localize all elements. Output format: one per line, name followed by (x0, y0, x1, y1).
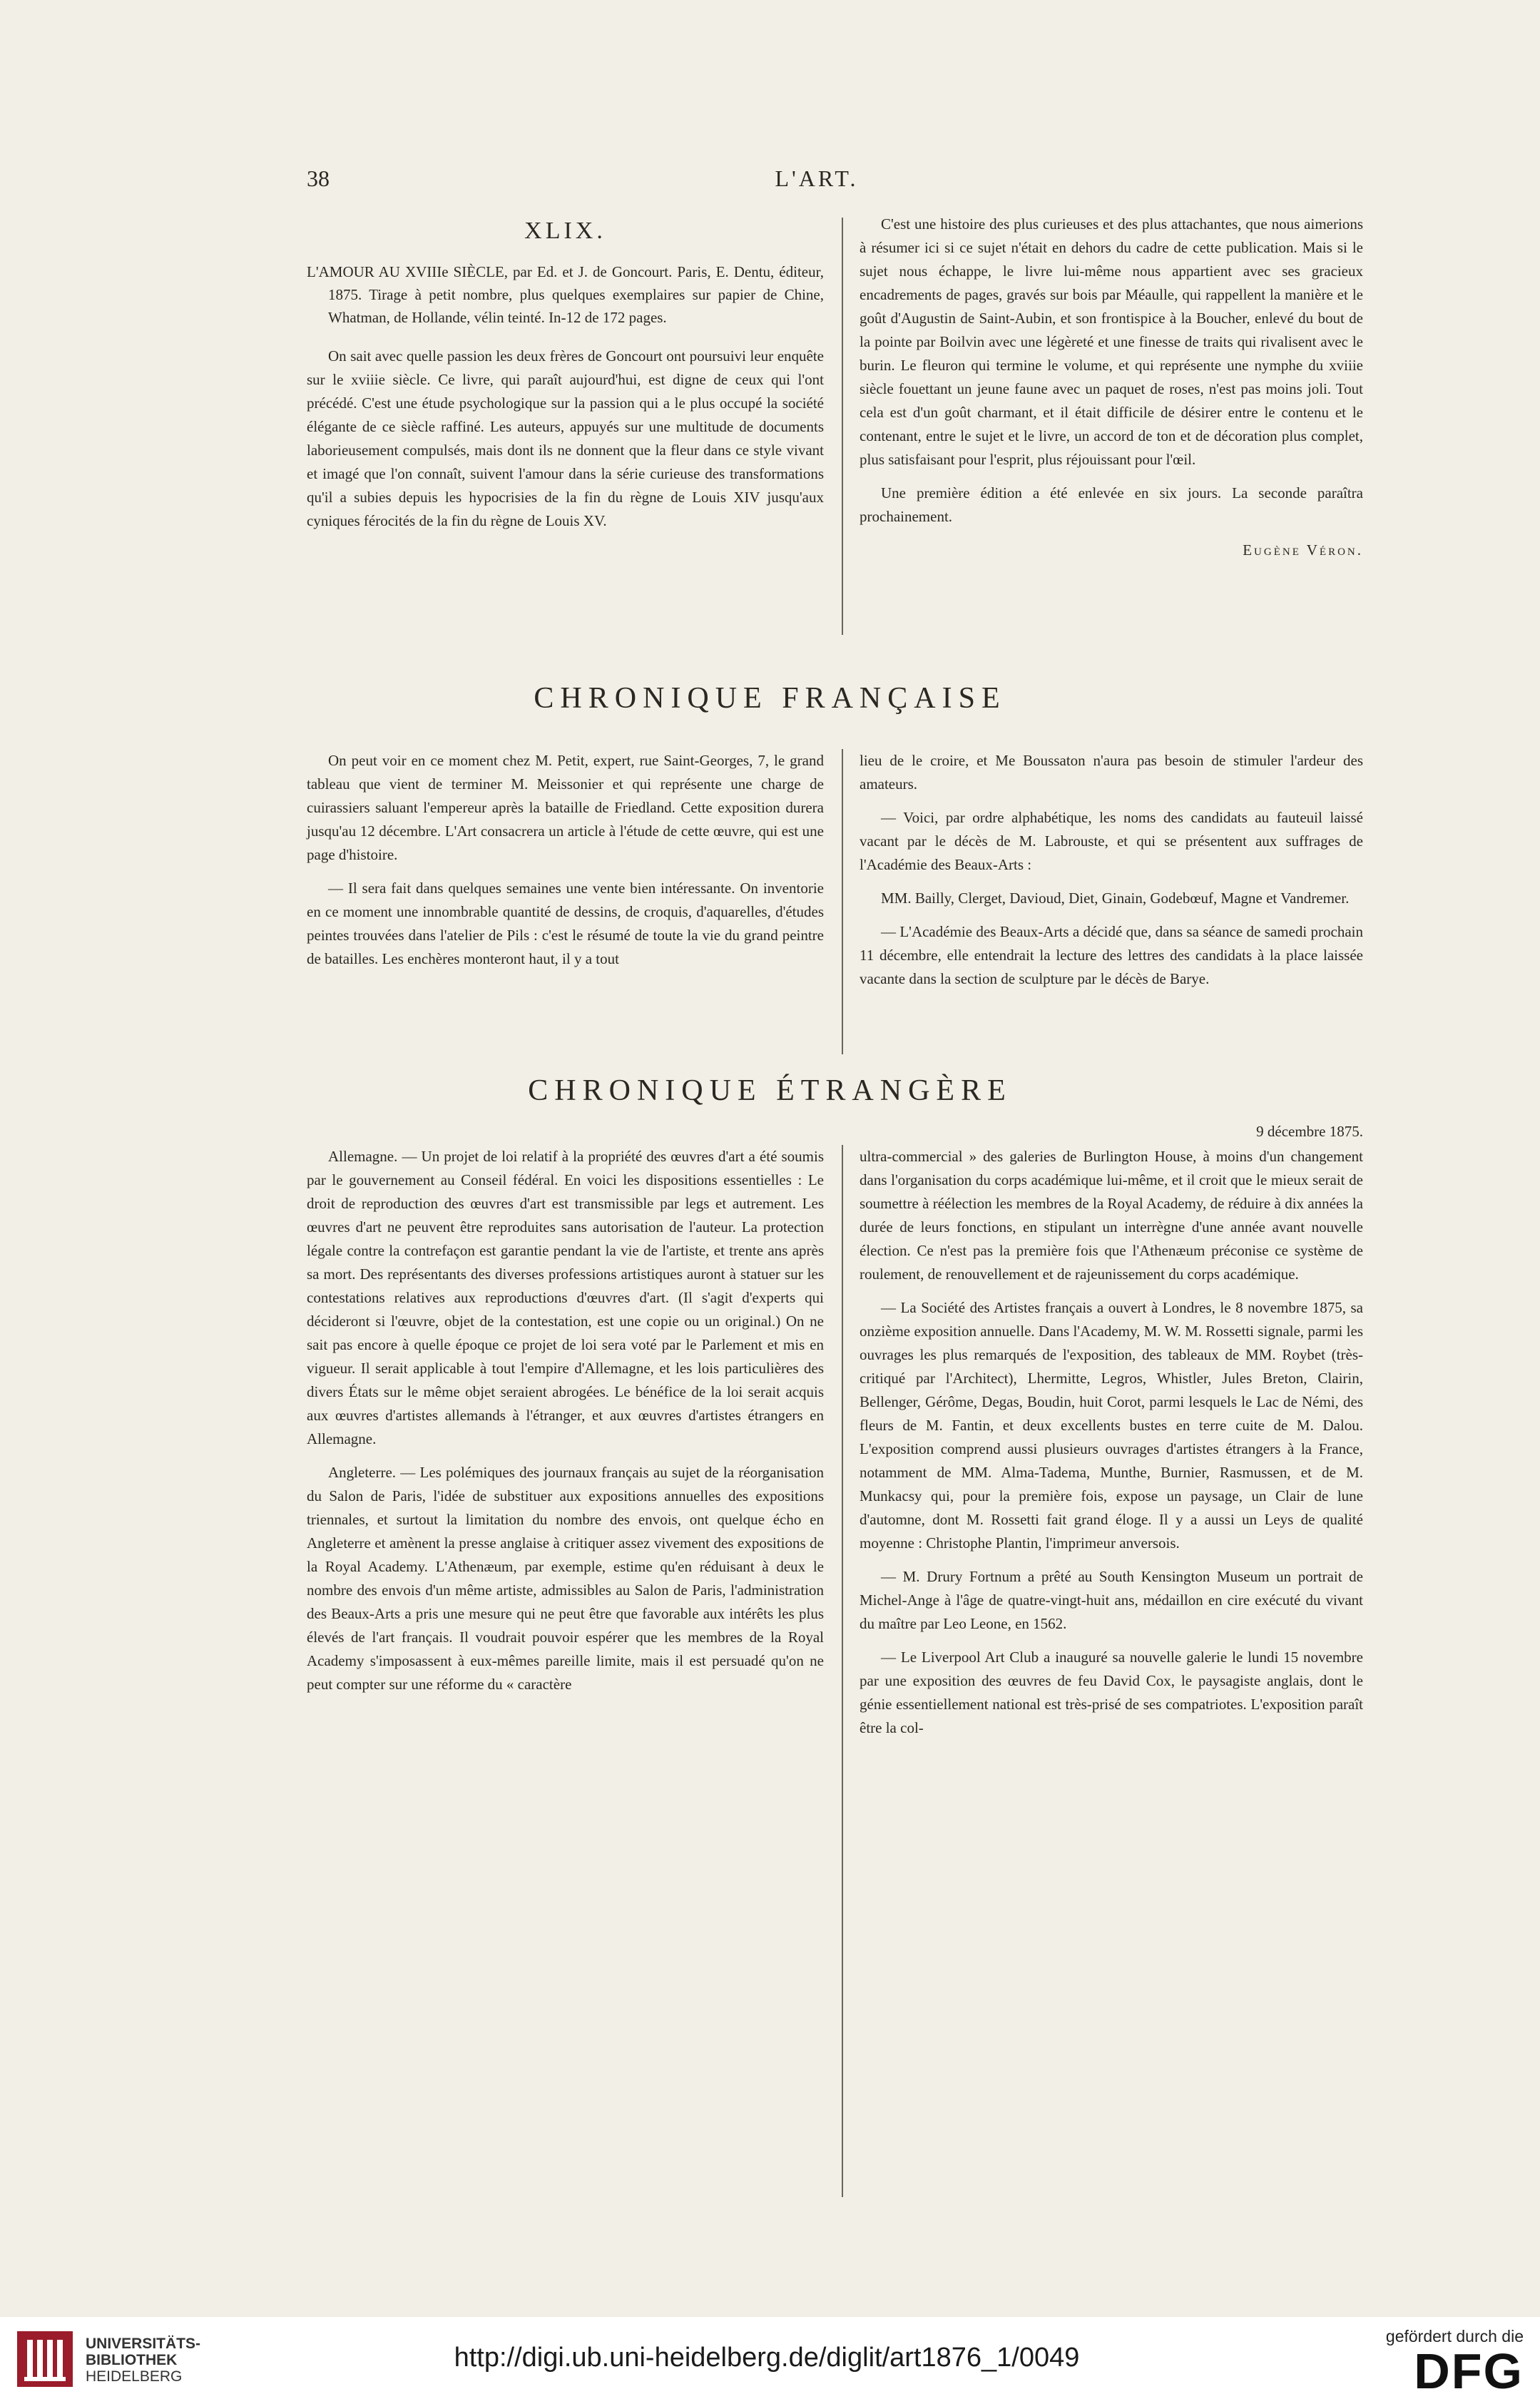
section-title-chronique-francaise: CHRONIQUE FRANÇAISE (534, 682, 1006, 715)
library-name-line-2: BIBLIOTHEK (86, 2352, 178, 2368)
chronique-etrangere-date: 9 décembre 1875. (1256, 1123, 1363, 1140)
chronique-francaise-right-paragraph: — Voici, par ordre alphabétique, les noms des candidats au fauteuil laissé vacant par le décès de M. Labrouste, et qui se présentent aux suffrages de l'Académie des Beaux-Arts : (860, 809, 1363, 873)
review-number: XLIX. (524, 218, 606, 244)
page-number: 38 (307, 165, 330, 191)
chronique-francaise-left-paragraph: — Il sera fait dans quelques semaines une vente bien intéressante. On inventorie en ce moment une innombrable quantité de dessins, de croquis, d'aquarelles, d'études peintes trouvées dans l'atelier de Pils : c'est le résumé de toute la vie du grand peintre de batailles. Les enchères monteront haut, il y a tout (307, 880, 824, 967)
chronique-etrangere-right-paragraph: — Le Liverpool Art Club a inauguré sa nouvelle galerie le lundi 15 novembre par une exposition des œuvres de feu David Cox, le paysagiste anglais, dont le génie essentiellement national est très-prisé de ses compatriotes. L'exposition paraît être la col- (860, 1649, 1363, 1736)
chronique-francaise-right-column (860, 749, 1363, 1001)
library-name-line-1: UNIVERSITÄTS- (86, 2336, 201, 2352)
chronique-etrangere-right-paragraph: ultra-commercial » des galeries de Burlington House, à moins d'un changement dans l'organisation du corps académique lui-même, et il croit que le mieux serait de soumettre à réélection les membres de la Royal Academy, de réduire à dix années la durée de leurs fonctions, en stipulant un interrègne d'une année avant nouvelle élection. Ce n'est pas la première fois que l'Athenæum préconise ce système de roulement, de renouvellement et de rajeunissement du corps académique. (860, 1148, 1363, 1283)
column-divider-chronique-francaise (842, 749, 843, 1054)
chronique-francaise-left-paragraph: On peut voir en ce moment chez M. Petit, expert, rue Saint-Georges, 7, le grand tableau que vient de terminer M. Meissonier et qui représente une charge de cuirassiers saluant l'empereur après la bataille de Friedland. Cette exposition durera jusqu'au 12 décembre. L'Art consacrera un article à l'étude de cette œuvre, qui est une page d'histoire. (307, 752, 824, 863)
chronique-etrangere-right-column (860, 1145, 1363, 1750)
review-signature: Eugène Véron. (1243, 541, 1363, 559)
dfg-logo: DFG (1414, 2343, 1524, 2399)
funded-by-label: gefördert durch die (1385, 2327, 1524, 2345)
chronique-etrangere-left-paragraph: Angleterre. — Les polémiques des journaux français au sujet de la réorganisation du Salon de Paris, l'idée de substituer aux expositions annuelles des expositions triennales, et surtout la limitation du nombre des envois, ont quelque écho en Angleterre et amènent la presse anglaise à critiquer assez vivement des expositions de la Royal Academy. L'Athenæum, par exemple, estime qu'en réduisant à deux le nombre des envois d'un même artiste, admissibles au Salon de Paris, l'administration des Beaux-Arts a pris une mesure qui ne peut être que favorable aux intérêts les plus élevés de l'art français. Il voudrait pouvoir espérer que les membres de la Royal Academy s'imposassent à eux-mêmes pareille limite, mais il est persuadé qu'on ne peut compter sur une réforme du « caractère (307, 1464, 824, 1693)
review-right-paragraph-1: C'est une histoire des plus curieuses et des plus attachantes, que nous aimerions à résumer ici si ce sujet n'était en dehors du cadre de cette publication. Mais si le sujet nous échappe, le livre lui-même nous appartient avec ses gracieux encadrements de pages, gravés sur bois par Méaulle, qui rappellent la manière et le goût d'Augustin de Saint-Aubin, et son frontispice à la Boucher, enlevé du bout de la pointe par Boilvin avec une légèreté et une finesse de traits qui rivalisent avec le burin. Le fleuron qui termine le volume, et qui représente une nymphe du xviiie siècle fouettant un jeune faune avec un paquet de roses, n'est pas moins joli. Tout cela est d'un goût charmant, et il était difficile de désirer entre le contenu et le contenant, entre le sujet et le livre, un accord de ton et de décoration plus complet, plus satisfaisant pour l'esprit, plus réjouissant pour l'œil. (860, 215, 1363, 468)
review-left-column (307, 260, 824, 543)
column-divider-review (842, 218, 843, 635)
chronique-francaise-left-column (307, 749, 824, 981)
chronique-francaise-right-paragraph: — L'Académie des Beaux-Arts a décidé que, dans sa séance de samedi prochain 11 décembre, elle entendrait la lecture des lettres des candidats à la place laissée vacante dans la section de sculpture par le décès de Barye. (860, 923, 1363, 987)
section-title-chronique-etrangere: CHRONIQUE ÉTRANGÈRE (528, 1074, 1012, 1107)
chronique-etrangere-left-paragraph: Allemagne. — Un projet de loi relatif à la propriété des œuvres d'art a été soumis par le gouvernement au Conseil fédéral. En voici les dispositions essentielles : Le droit de reproduction des œuvres d'art est transmissible par legs et autrement. Les œuvres d'art ne peuvent être reproduites sans autorisation de l'auteur. La protection légale contre la contrefaçon est garantie pendant la vie de l'artiste, et trente ans après sa mort. Des représentants des diverses professions artistiques auront à statuer sur les contestations relatives aux reproductions d'œuvres d'art. (Il s'agit d'experts qui décideront si l'œuvre, objet de la contestation, est une copie ou un original.) On ne sait pas encore à quelle époque ce projet de loi sera voté par le Parlement et mis en vigueur. Il serait applicable à tout l'empire d'Allemagne, et les lois particulières des divers États sur le même objet seraient abrogées. Le bénéfice de la loi serait acquis aux œuvres d'artistes allemands à l'étranger, et aux œuvres d'artistes étrangers en Allemagne. (307, 1148, 824, 1447)
source-url-link[interactable]: http://digi.ub.uni-heidelberg.de/diglit/art1876_1/0049 (454, 2343, 1080, 2373)
library-seal-icon (16, 2330, 74, 2388)
library-name (86, 2336, 200, 2385)
library-logo (16, 2330, 74, 2388)
review-right-column (860, 213, 1363, 562)
review-right-paragraph-2: Une première édition a été enlevée en six jours. La seconde paraîtra prochainement. (860, 484, 1363, 525)
chronique-francaise-right-paragraph: lieu de le croire, et Me Boussaton n'aura pas besoin de stimuler l'ardeur des amateurs. (860, 752, 1363, 793)
library-name-line-3: HEIDELBERG (86, 2368, 183, 2385)
column-divider-chronique-etrangere (842, 1145, 843, 2197)
chronique-etrangere-right-paragraph: — M. Drury Fortnum a prêté au South Kensington Museum un portrait de Michel-Ange à l'âge de quatre-vingt-huit ans, médaillon en cire exécuté du vivant du maître par Leo Leone, en 1562. (860, 1568, 1363, 1632)
chronique-etrangere-left-column (307, 1145, 824, 1706)
chronique-etrangere-right-paragraph: — La Société des Artistes français a ouvert à Londres, le 8 novembre 1875, sa onzième exposition annuelle. Dans l'Academy, M. W. M. Rossetti signale, parmi les ouvrages les plus remarqués de l'exposition, des tableaux de MM. Roybet (très-critiqué par l'Architect), Lhermitte, Legros, Whistler, Jules Breton, Clairin, Bellenger, Gérôme, Degas, Boudin, huit Corot, parmi lesquels le Lac de Némi, des fleurs de M. Fantin, et deux excellents bustes en terre cuite de M. Dalou. L'exposition comprend aussi plusieurs ouvrages d'artistes étrangers à la France, notamment de MM. Alma-Tadema, Munthe, Burnier, Rasmussen, et de M. Munkacsy qui, pour la première fois, expose un paysage, un Clair de lune d'automne, dont M. Rossetti fait grand éloge. Il y a aussi un Leys de qualité moyenne : Christophe Plantin, l'imprimeur anversois. (860, 1299, 1363, 1552)
footer-bar (0, 2317, 1540, 2399)
chronique-francaise-right-paragraph: MM. Bailly, Clerget, Davioud, Diet, Ginain, Godebœuf, Magne et Vandremer. (881, 890, 1350, 907)
review-bibliography: L'AMOUR AU XVIIIe SIÈCLE, par Ed. et J. de Goncourt. Paris, E. Dentu, éditeur, 1875. Tirage à petit nombre, plus quelques exemplaires sur papier de Chine, Whatman, de Hollande, vélin teinté. In-12 de 172 pages. (307, 263, 824, 326)
review-left-paragraph: On sait avec quelle passion les deux frères de Goncourt ont poursuivi leur enquête sur le xviiie siècle. Ce livre, qui paraît aujourd'hui, est digne de ceux qui l'ont précédé. C'est une étude psychologique sur la passion qui a le plus occupé la société élégante de ce siècle raffiné. Les auteurs, appuyés sur une multitude de documents laborieusement compulsés, mais dont ils ne donnent que la fleur dans ce style vivant et imagé que l'on connaît, suivent l'amour dans la série curieuse des transformations qu'il a subies depuis les hypocrisies de la fin du règne de Louis XIV jusqu'aux cyniques férocités de la fin du règne de Louis XV. (307, 347, 824, 529)
running-title: L'ART. (775, 165, 859, 191)
